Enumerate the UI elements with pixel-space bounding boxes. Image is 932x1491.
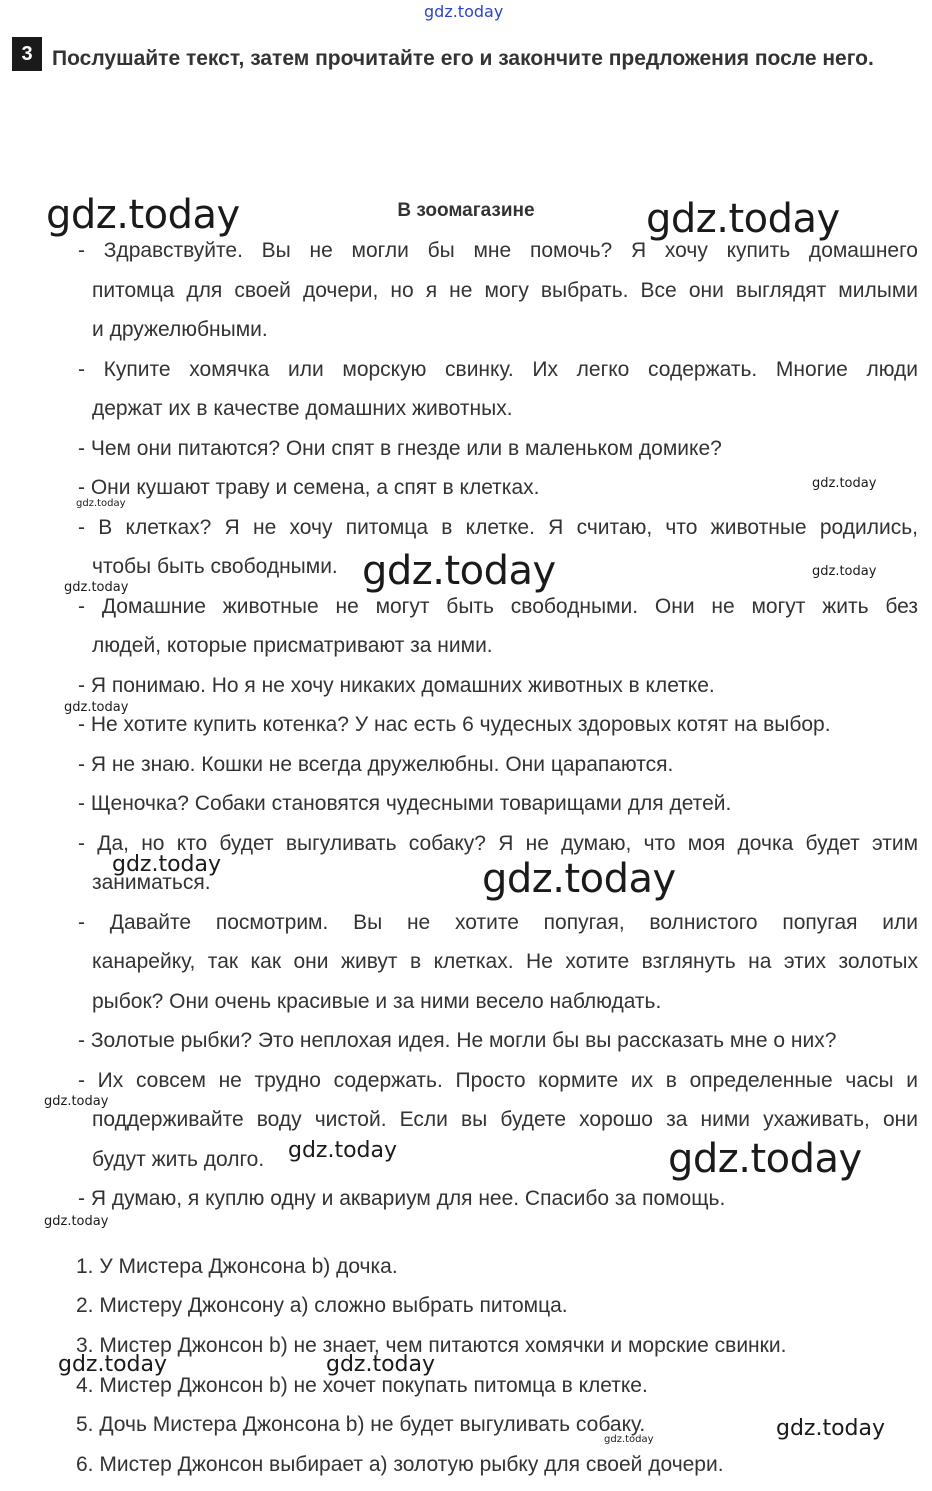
answer-item: 2. Мистеру Джонсону а) сложно выбрать питомца. — [76, 1294, 568, 1317]
dialogue-line: рыбок? Они очень красивые и за ними весело наблюдать. — [92, 990, 662, 1013]
watermark: gdz.today — [288, 1138, 398, 1163]
watermark: gdz.today — [64, 580, 129, 595]
dialogue-line: - Не хотите купить котенка? У нас есть 6 чудесных здоровых котят на выбор. — [78, 713, 831, 736]
dialogue-line: - Да, но кто будет выгуливать собаку? Я не думаю, что моя дочка будет этим — [78, 832, 918, 855]
dialogue-line: заниматься. — [92, 871, 211, 894]
watermark: gdz.today — [604, 1434, 654, 1445]
exercise-instruction: Послушайте текст, затем прочитайте его и закончите предложения после него. — [52, 47, 874, 70]
watermark: gdz.today — [776, 1416, 886, 1441]
watermark: gdz.today — [76, 498, 126, 509]
dialogue-line: - Давайте посмотрим. Вы не хотите попугая, волнистого попугая или — [78, 911, 918, 934]
answer-item: 3. Мистер Джонсон b) не знает, чем питаются хомячки и морские свинки. — [76, 1334, 787, 1357]
dialogue-line: будут жить долго. — [92, 1148, 265, 1171]
answer-item: 6. Мистер Джонсон выбирает а) золотую рыбку для своей дочери. — [76, 1453, 724, 1476]
watermark: gdz.today — [58, 1352, 168, 1377]
watermark: gdz.today — [362, 548, 556, 594]
watermark: gdz.today — [812, 564, 877, 579]
answer-item: 5. Дочь Мистера Джонсона b) не будет выгуливать собаку. — [76, 1413, 646, 1436]
dialogue-line: - Чем они питаются? Они спят в гнезде или в маленьком домике? — [78, 437, 722, 460]
dialogue-line: держат их в качестве домашних животных. — [92, 397, 513, 420]
watermark: gdz.today — [812, 476, 877, 491]
dialogue-line: - Золотые рыбки? Это неплохая идея. Не могли бы вы рассказать мне о них? — [78, 1029, 837, 1052]
dialogue-line: людей, которые присматривают за ними. — [92, 634, 493, 657]
dialogue-line: - Домашние животные не могут быть свободными. Они не могут жить без — [78, 595, 918, 618]
watermark: gdz.today — [46, 192, 240, 238]
watermark: gdz.today — [424, 2, 504, 21]
dialogue-line: - В клетках? Я не хочу питомца в клетке. Я считаю, что животные родились, — [78, 516, 918, 539]
exercise-number: 3 — [12, 37, 42, 71]
watermark: gdz.today — [668, 1136, 862, 1182]
dialogue-line: чтобы быть свободными. — [92, 555, 338, 578]
dialogue-line: - Их совсем не трудно содержать. Просто кормите их в определенные часы и — [78, 1069, 918, 1092]
dialogue-line: - Я думаю, я куплю одну и аквариум для нее. Спасибо за помощь. — [78, 1187, 726, 1210]
answer-item: 1. У Мистера Джонсона b) дочка. — [76, 1255, 398, 1278]
watermark: gdz.today — [482, 856, 676, 902]
dialogue-line: поддерживайте воду чистой. Если вы будете хорошо за ними ухаживать, они — [92, 1108, 918, 1131]
dialogue-line: питомца для своей дочери, но я не могу выбрать. Все они выглядят милыми — [92, 279, 918, 302]
dialogue-line: - Я понимаю. Но я не хочу никаких домашних животных в клетке. — [78, 674, 715, 697]
dialogue-line: канарейку, так как они живут в клетках. Не хотите взглянуть на этих золотых — [92, 950, 918, 973]
dialogue-line: - Здравствуйте. Вы не могли бы мне помочь? Я хочу купить домашнего — [78, 239, 918, 262]
watermark: gdz.today — [646, 196, 840, 242]
answer-item: 4. Мистер Джонсон b) не хочет покупать питомца в клетке. — [76, 1374, 648, 1397]
watermark: gdz.today — [112, 852, 222, 877]
dialogue-line: - Я не знаю. Кошки не всегда дружелюбны. Они царапаются. — [78, 753, 674, 776]
watermark: gdz.today — [44, 1214, 109, 1229]
story-title: В зоомагазине — [397, 200, 535, 221]
dialogue-line: - Они кушают траву и семена, а спят в клетках. — [78, 476, 540, 499]
watermark: gdz.today — [64, 700, 129, 715]
dialogue-line: и дружелюбными. — [92, 318, 268, 341]
dialogue-line: - Купите хомячка или морскую свинку. Их легко содержать. Многие люди — [78, 358, 918, 381]
dialogue-line: - Щеночка? Собаки становятся чудесными товарищами для детей. — [78, 792, 732, 815]
watermark: gdz.today — [44, 1094, 109, 1109]
watermark: gdz.today — [326, 1352, 436, 1377]
